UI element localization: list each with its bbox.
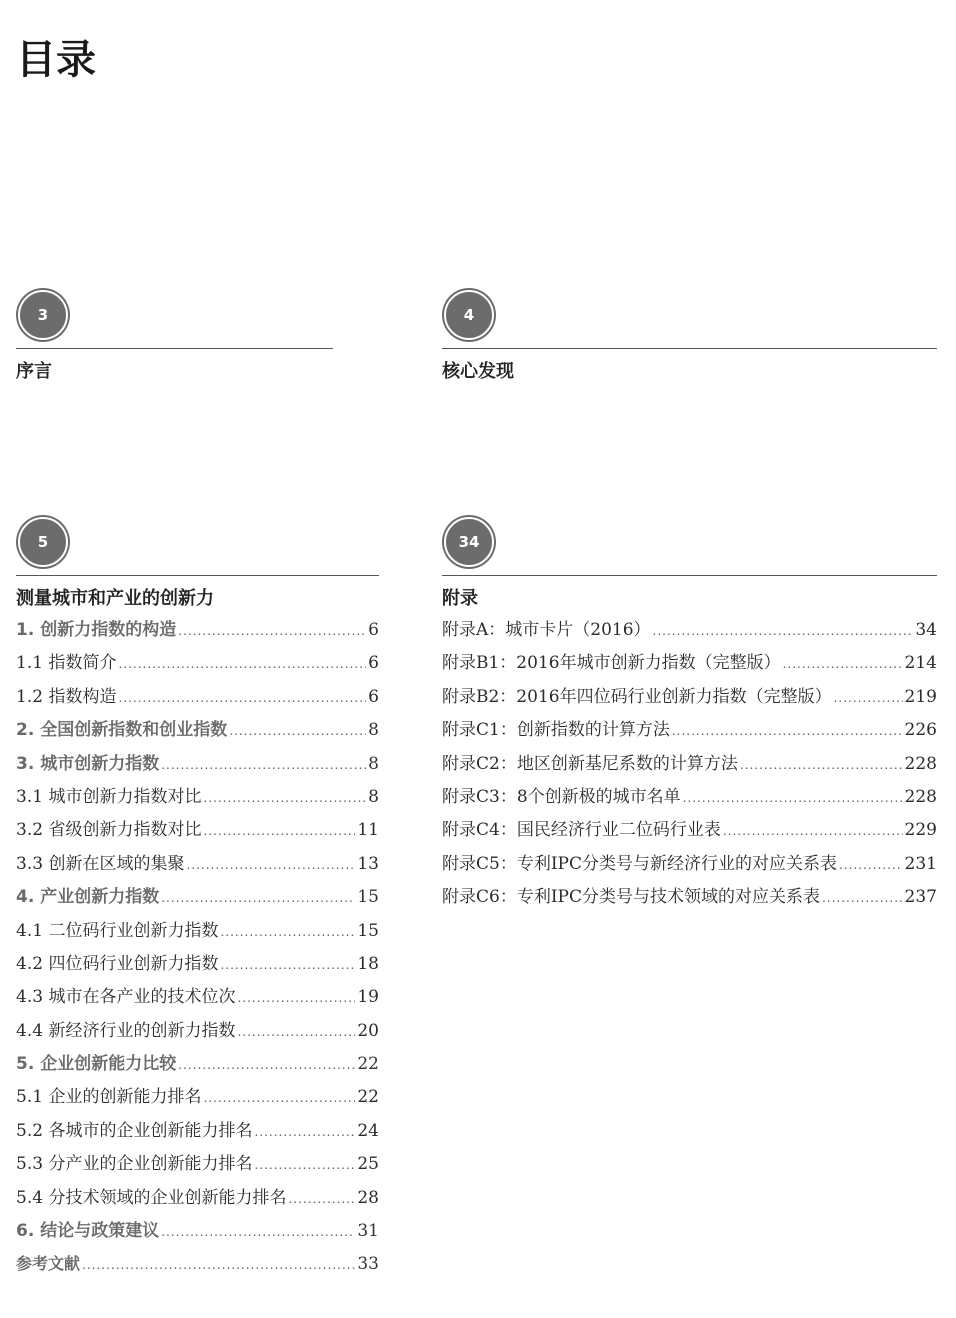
dot-leader — [839, 854, 903, 876]
toc-entry[interactable] — [16, 886, 379, 919]
toc-entry[interactable] — [442, 819, 937, 852]
toc-entry-page-number: 19 — [357, 987, 379, 1008]
toc-entry[interactable] — [442, 619, 937, 652]
toc-entry-label: 4.2 四位码行业创新力指数 — [16, 953, 219, 974]
dot-leader — [161, 1221, 355, 1243]
toc-entry-page-number: 229 — [904, 820, 937, 841]
toc-entry-label: 附录C1：创新指数的计算方法 — [442, 720, 670, 741]
toc-entry-label: 4. 产业创新力指数 — [16, 887, 160, 908]
toc-entry-page-number: 8 — [368, 720, 379, 741]
toc-entry-page-number: 34 — [915, 620, 937, 640]
toc-entry-label: 附录B2：2016年四位码行业创新力指数（完整版） — [442, 686, 832, 707]
dot-leader — [178, 1054, 355, 1076]
page-number-badge: 34 — [444, 517, 494, 567]
toc-entry[interactable] — [16, 652, 379, 685]
toc-entry[interactable] — [16, 753, 379, 786]
toc-entry-label: 2. 全国创新指数和创业指数 — [16, 720, 228, 741]
section-core-findings — [442, 288, 937, 383]
dot-leader — [229, 720, 366, 742]
page-number-badge: 4 — [444, 290, 494, 340]
dot-leader — [161, 887, 355, 909]
toc-entry-page-number: 25 — [357, 1154, 379, 1175]
dot-leader — [822, 887, 903, 909]
section-divider — [16, 575, 379, 576]
toc-entry[interactable] — [16, 1153, 379, 1186]
toc-entry-label: 5.1 企业的创新能力排名 — [16, 1087, 202, 1108]
toc-entry-page-number: 18 — [357, 953, 379, 974]
toc-entry-label: 1.1 指数简介 — [16, 653, 117, 674]
toc-entry-label: 3.1 城市创新力指数对比 — [16, 786, 202, 807]
toc-entry-page-number: 226 — [904, 720, 937, 741]
section-divider — [442, 348, 937, 349]
toc-entry-label: 4.4 新经济行业的创新力指数 — [16, 1020, 236, 1041]
toc-entry-label: 5.4 分技术领域的企业创新能力排名 — [16, 1187, 287, 1208]
toc-entry-page-number: 8 — [368, 786, 379, 807]
toc-entry-label: 附录C6：专利IPC分类号与技术领域的对应关系表 — [442, 887, 820, 908]
toc-entry[interactable] — [442, 652, 937, 685]
toc-entry[interactable] — [16, 986, 379, 1019]
toc-entry[interactable] — [16, 1253, 379, 1286]
page-number-badge: 5 — [18, 517, 68, 567]
toc-entry-label: 3.2 省级创新力指数对比 — [16, 820, 202, 841]
section-measurement — [16, 515, 379, 1287]
toc-entry-page-number: 20 — [357, 1020, 379, 1041]
toc-entry-page-number: 6 — [368, 653, 379, 674]
toc-entry-label: 5.3 分产业的企业创新能力排名 — [16, 1154, 253, 1175]
dot-leader — [237, 987, 355, 1009]
dot-leader — [672, 720, 903, 742]
toc-list — [16, 619, 379, 1287]
toc-entry-label: 附录C3：8个创新极的城市名单 — [442, 786, 681, 807]
toc-entry-label: 附录A：城市卡片（2016） — [442, 620, 651, 640]
toc-entry-page-number: 237 — [904, 887, 937, 908]
toc-entry-page-number: 219 — [904, 686, 937, 707]
section-heading[interactable]: 序言 — [16, 361, 52, 382]
toc-entry-page-number: 228 — [904, 753, 937, 774]
dot-leader — [220, 921, 355, 943]
dot-leader — [783, 653, 903, 675]
dot-leader — [683, 787, 903, 809]
dot-leader — [118, 687, 366, 709]
toc-entry[interactable] — [442, 853, 937, 886]
dot-leader — [203, 820, 355, 842]
toc-entry[interactable] — [442, 886, 937, 919]
dot-leader — [254, 1154, 355, 1176]
dot-leader — [237, 1021, 355, 1043]
toc-entry[interactable] — [16, 1053, 379, 1086]
section-heading[interactable]: 核心发现 — [442, 361, 514, 382]
toc-entry[interactable] — [16, 1020, 379, 1053]
toc-entry-page-number: 11 — [357, 820, 379, 841]
toc-entry-label: 附录C4：国民经济行业二位码行业表 — [442, 820, 721, 841]
dot-leader — [186, 854, 355, 876]
toc-entry-page-number: 33 — [357, 1254, 379, 1275]
toc-entry[interactable] — [16, 920, 379, 953]
page-title: 目录 — [16, 37, 96, 83]
dot-leader — [740, 754, 903, 776]
toc-entry-label: 附录C2：地区创新基尼系数的计算方法 — [442, 753, 738, 774]
toc-entry-page-number: 231 — [904, 853, 937, 874]
toc-entry[interactable] — [16, 786, 379, 819]
toc-entry-label: 5.2 各城市的企业创新能力排名 — [16, 1120, 253, 1141]
toc-entry-label: 3. 城市创新力指数 — [16, 753, 160, 774]
toc-entry[interactable] — [16, 953, 379, 986]
toc-entry[interactable] — [16, 1220, 379, 1253]
toc-entry-page-number: 28 — [357, 1187, 379, 1208]
toc-entry[interactable] — [16, 619, 379, 652]
toc-entry[interactable] — [16, 1120, 379, 1153]
dot-leader — [288, 1188, 355, 1210]
toc-entry[interactable] — [16, 1187, 379, 1220]
toc-entry[interactable] — [16, 686, 379, 719]
dot-leader — [834, 687, 903, 709]
toc-entry-label: 6. 结论与政策建议 — [16, 1221, 160, 1242]
toc-entry-page-number: 8 — [368, 753, 379, 774]
section-divider — [442, 575, 937, 576]
section-heading[interactable]: 测量城市和产业的创新力 — [16, 588, 214, 609]
toc-entry[interactable] — [442, 719, 937, 752]
toc-entry[interactable] — [442, 786, 937, 819]
section-preface — [16, 288, 333, 383]
dot-leader — [653, 620, 914, 642]
toc-entry[interactable] — [16, 719, 379, 752]
toc-entry-page-number: 13 — [357, 853, 379, 874]
section-heading[interactable]: 附录 — [442, 588, 478, 609]
toc-entry-page-number: 214 — [904, 653, 937, 674]
toc-entry-page-number: 22 — [357, 1087, 379, 1108]
dot-leader — [203, 1087, 355, 1109]
toc-entry[interactable] — [16, 819, 379, 852]
dot-leader — [118, 653, 366, 675]
toc-entry-label: 4.3 城市在各产业的技术位次 — [16, 987, 236, 1008]
dot-leader — [220, 954, 355, 976]
section-appendix — [442, 515, 937, 920]
toc-entry-page-number: 15 — [357, 887, 379, 908]
dot-leader — [178, 620, 366, 642]
section-divider — [16, 348, 333, 349]
toc-entry-label: 4.1 二位码行业创新力指数 — [16, 920, 219, 941]
toc-entry-label: 参考文献 — [16, 1254, 81, 1274]
toc-entry-label: 5. 企业创新能力比较 — [16, 1054, 177, 1075]
toc-entry-page-number: 15 — [357, 920, 379, 941]
toc-entry-page-number: 6 — [368, 686, 379, 707]
dot-leader — [82, 1254, 355, 1276]
toc-entry[interactable] — [16, 1086, 379, 1119]
toc-entry-page-number: 24 — [357, 1120, 379, 1141]
toc-entry[interactable] — [442, 686, 937, 719]
toc-entry-label: 1. 创新力指数的构造 — [16, 620, 177, 640]
toc-entry-page-number: 31 — [357, 1221, 379, 1242]
dot-leader — [723, 820, 903, 842]
toc-entry[interactable] — [442, 753, 937, 786]
toc-entry-label: 1.2 指数构造 — [16, 686, 117, 707]
dot-leader — [203, 787, 366, 809]
dot-leader — [161, 754, 366, 776]
toc-entry-page-number: 22 — [357, 1054, 379, 1075]
toc-list — [442, 619, 937, 920]
toc-entry-page-number: 6 — [368, 620, 379, 640]
page-number-badge: 3 — [18, 290, 68, 340]
toc-entry-label: 3.3 创新在区域的集聚 — [16, 853, 185, 874]
toc-entry-label: 附录C5：专利IPC分类号与新经济行业的对应关系表 — [442, 853, 837, 874]
toc-entry-label: 附录B1：2016年城市创新力指数（完整版） — [442, 653, 781, 674]
toc-entry-page-number: 228 — [904, 786, 937, 807]
toc-entry[interactable] — [16, 853, 379, 886]
dot-leader — [254, 1121, 355, 1143]
